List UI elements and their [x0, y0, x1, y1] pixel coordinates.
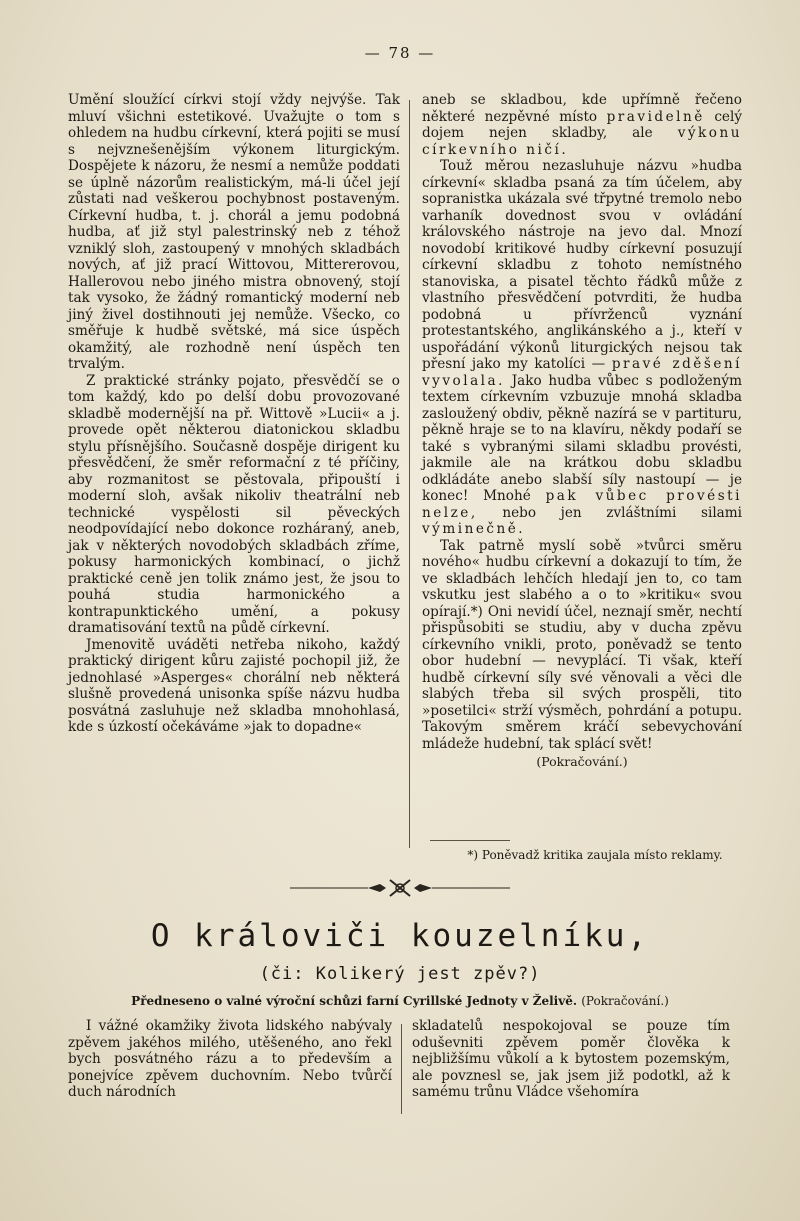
footnote-rule [430, 840, 510, 841]
article-right-paragraph: skladatelů nespokojoval se pouze tím oduševniti zpěvem poměr člověka k nejbližšímu vůkolí a k bytostem pozemským, ale povznesl se, jak jsem již podotkl, až k samému trůnu Vládce všehomíra [412, 1018, 730, 1100]
right-p1-spaced-1: pravidelně [606, 108, 705, 125]
column-divider [409, 100, 410, 848]
right-p2-spaced-2: pak vůbec provésti nelze, [422, 488, 742, 521]
right-p1-text-b: celý dojem nejen skladby, ale [422, 108, 742, 141]
left-column [68, 92, 400, 736]
right-p2-spaced: pravé zděšení vyvolala. [422, 356, 742, 389]
right-paragraph-1 [422, 92, 742, 158]
right-p2-text-b: Jako hudba vůbec s podloženým textem církevním vzbuzuje mnohá skladba zasloužený obdiv, pěkně nazírá se v partituru, pěkně hraje se to na klavíru, někdy podaří se také s vybranými silami skladbu provésti, jakmile ale na krátkou dobu skladbu odkládáte anebo slabší síly nastoupí — je konec! Mnohé [422, 372, 742, 504]
article-note-continued: (Pokračování.) [581, 994, 669, 1008]
left-paragraph-3: Jmenovitě uváděti netřeba nikoho, každý praktický dirigent kůru zajisté pochopil již, že jednohlasé »Asperges« chorální neb některá slušně provedená unisonka spíše názvu hudba posvátná zasluhuje než skladba mnohohlasá, kde s úzkostí očekáváme »jak to dopadne« [68, 636, 400, 735]
right-p2-text: Touž měrou nezasluhuje názvu »hudba církevní« skladba psaná za tím účelem, aby sopranistka ukázala své třpytné tremolo nebo varhaník dovednost svou v ovládání královského nástroje na jevo dal. Mnozí novodobí kritikové hudby církevní posuzují církevní skladbu z tohoto nemístného stanoviska, a pisatel těchto řádků může z vlastního přesvědčení potvrditi, že hudba podobná u přívrženců vyznání protestantského, anglikánského a j., kteří v uspořádání výkonů liturgických nejsou tak přesní jako my katolíci — [422, 158, 742, 372]
right-p1-spaced-2: výkonu církevního ničí. [422, 125, 742, 158]
right-p1-text-a: aneb se skladbou, kde upřímně řečeno některé nezpěvné místo [422, 92, 742, 125]
right-p2-text-c: nebo jen zvláštními silami [502, 504, 743, 521]
right-p2-spaced-3: výminečně. [422, 521, 526, 537]
right-paragraph-2 [422, 158, 742, 538]
article-note-text: Předneseno o valné výroční schůzi farní Cyrillské Jednoty v Želivě. [131, 994, 578, 1008]
footnote: *) Poněvadž kritika zaujala místo reklamy. [467, 848, 723, 862]
article-column-divider [401, 1024, 402, 1114]
right-column [422, 92, 742, 771]
continued-note: (Pokračování.) [536, 754, 628, 769]
left-paragraph-1: Umění sloužící církvi stojí vždy nejvýše. Tak mluví všichni estetikové. Uvažujte o tom s ohledem na hudbu církevní, která pojiti se musí s nejvznešenějším výkonem liturgickým. Dospějete k názoru, že nesmí a nemůže poddati se úplně názorům realistickým, má-li účel její zůstati nad veškerou pochybnost postaveným. Církevní hudba, t. j. chorál a jemu podobná hudba, ať již styl palestrinský neb z téhož vzniklý sloh, zastoupený v mnohých skladbách nových, ať již prací Wittovou, Mittererovou, Hallerovou nebo jiného mistra obnovený, stojí tak vysoko, že žádný romantický moderní neb jiný živel dostihnouti jej nemůže. Všecko, co směřuje k hudbě světské, má sice úspěch okamžitý, ale rozhodně není úspěch ten trvalým. [68, 92, 400, 372]
article-subtitle: (či: Kolikerý jest zpěv?) [259, 964, 541, 984]
page-number: — 78 — [364, 44, 436, 62]
ornament-divider-icon [290, 878, 510, 898]
article-left-paragraph: I vážné okamžiky života lidského nabývaly zpěvem jakéhos milého, utěšeného, ano řekl bych posvátného rázu a to především a ponejvíce zpěvem duchovním. Nebo tvůrčí duch národních [68, 1018, 392, 1100]
article-note [0, 994, 800, 1008]
article-title: O královiči kouzelníku, [150, 918, 650, 954]
left-paragraph-2: Z praktické stránky pojato, přesvědčí se o tom každý, kdo po delší dobu provozované skladbě modernější na př. Wittově »Lucii« a j. provede opět některou diatonickou skladbu stylu přísnějšího. Současně dospěje dirigent ku přesvědčení, že směr reformační z té příčiny, aby rozmanitost se pěstovala, připouští i moderní sloh, avšak nikoliv theatrální neb technické vyspělosti sil pěveckých neodpovídající nebo dokonce rozháraný, aneb, jak v některých novodobých skladbách zříme, pokusy harmonických kombinací, o jichž praktické ceně jen tolik známo jest, že jsou to pouhá studia harmonického a kontrapunktického umění, a pokusy dramatisování textů na půdě církevní. [68, 372, 400, 636]
article-right-column [412, 1018, 730, 1101]
article-left-column [68, 1018, 392, 1101]
right-paragraph-3: Tak patrně myslí sobě »tvůrci směru nového« hudbu církevní a dokazují to tím, že ve skladbách lehčích hledají jen to, co tam vskutku jest slabého a o to »kritiku« svou opírají.*) Oni nevidí účel, neznají směr, nechtí přispůsobiti se studiu, aby v ducha zpěvu církevního vnikli, proto, poněvadž se tento obor hudební — nevyplácí. Ti však, kteří hudbě církevní síly své věnovali a věci dle slabých třeba sil svých prospěli, tito »posetilci« strží výsměch, pohrdání a potupu. Takovým směrem kráčí sebevychování mládeže hudební, tak splácí svět! [422, 537, 742, 752]
